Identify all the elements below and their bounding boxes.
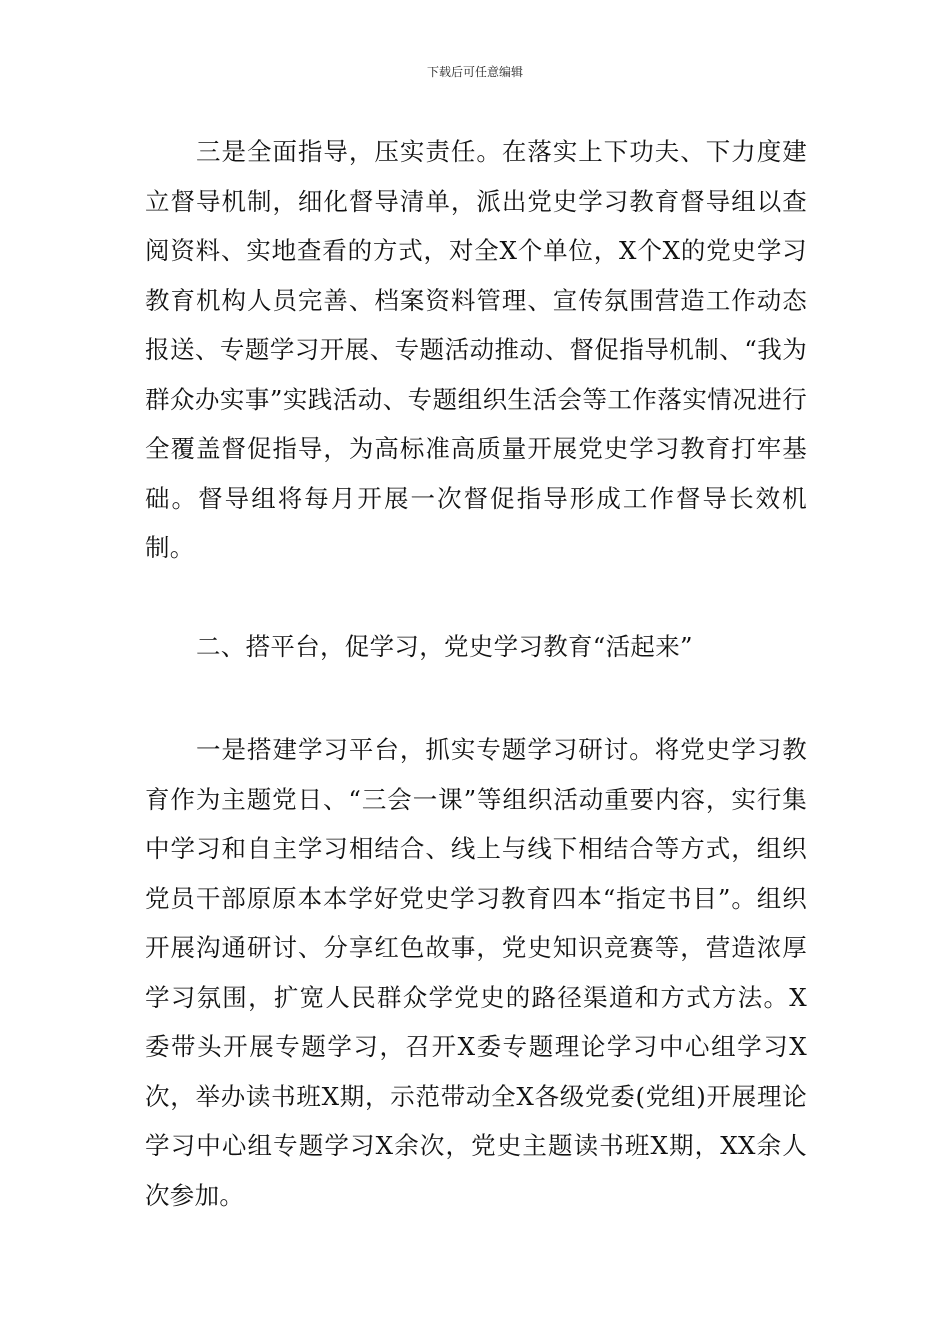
paragraph-supervision: 三是全面指导，压实责任。在落实上下功夫、下力度建立督导机制，细化督导清单，派出党史学习教育督导组以查阅资料、实地查看的方式，对全X个单位，X个X的党史学习教育机构人员完善、档案资料管理、宣传氛围营造工作动态报送、专题学习开展、专题活动推动、督促指导机制、“我为群众办实事”实践活动、专题组织生活会等工作落实情况进行全覆盖督促指导，为高标准高质量开展党史学习教育打牢基础。督导组将每月开展一次督促指导形成工作督导长效机制。 [145,137,807,562]
paragraph-study-platform: 一是搭建学习平台，抓实专题学习研讨。将党史学习教育作为主题党日、“三会一课”等组织活动重要内容，实行集中学习和自主学习相结合、线上与线下相结合等方式，组织党员干部原原本本学好党史学习教育四本“指定书目”。组织开展沟通研讨、分享红色故事，党史知识竞赛等，营造浓厚学习氛围，扩宽人民群众学党史的路径渠道和方式方法。X委带头开展专题学习，召开X委专题理论学习中心组学习X次，举办读书班X期，示范带动全X各级党委(党组)开展理论学习中心组专题学习X余次，党史主题读书班X期，XX余人次参加。 [145,735,807,1210]
page-header: 下载后可任意编辑 [426,65,523,79]
section-heading-two: 二、搭平台，促学习，党史学习教育“活起来” [196,632,693,661]
